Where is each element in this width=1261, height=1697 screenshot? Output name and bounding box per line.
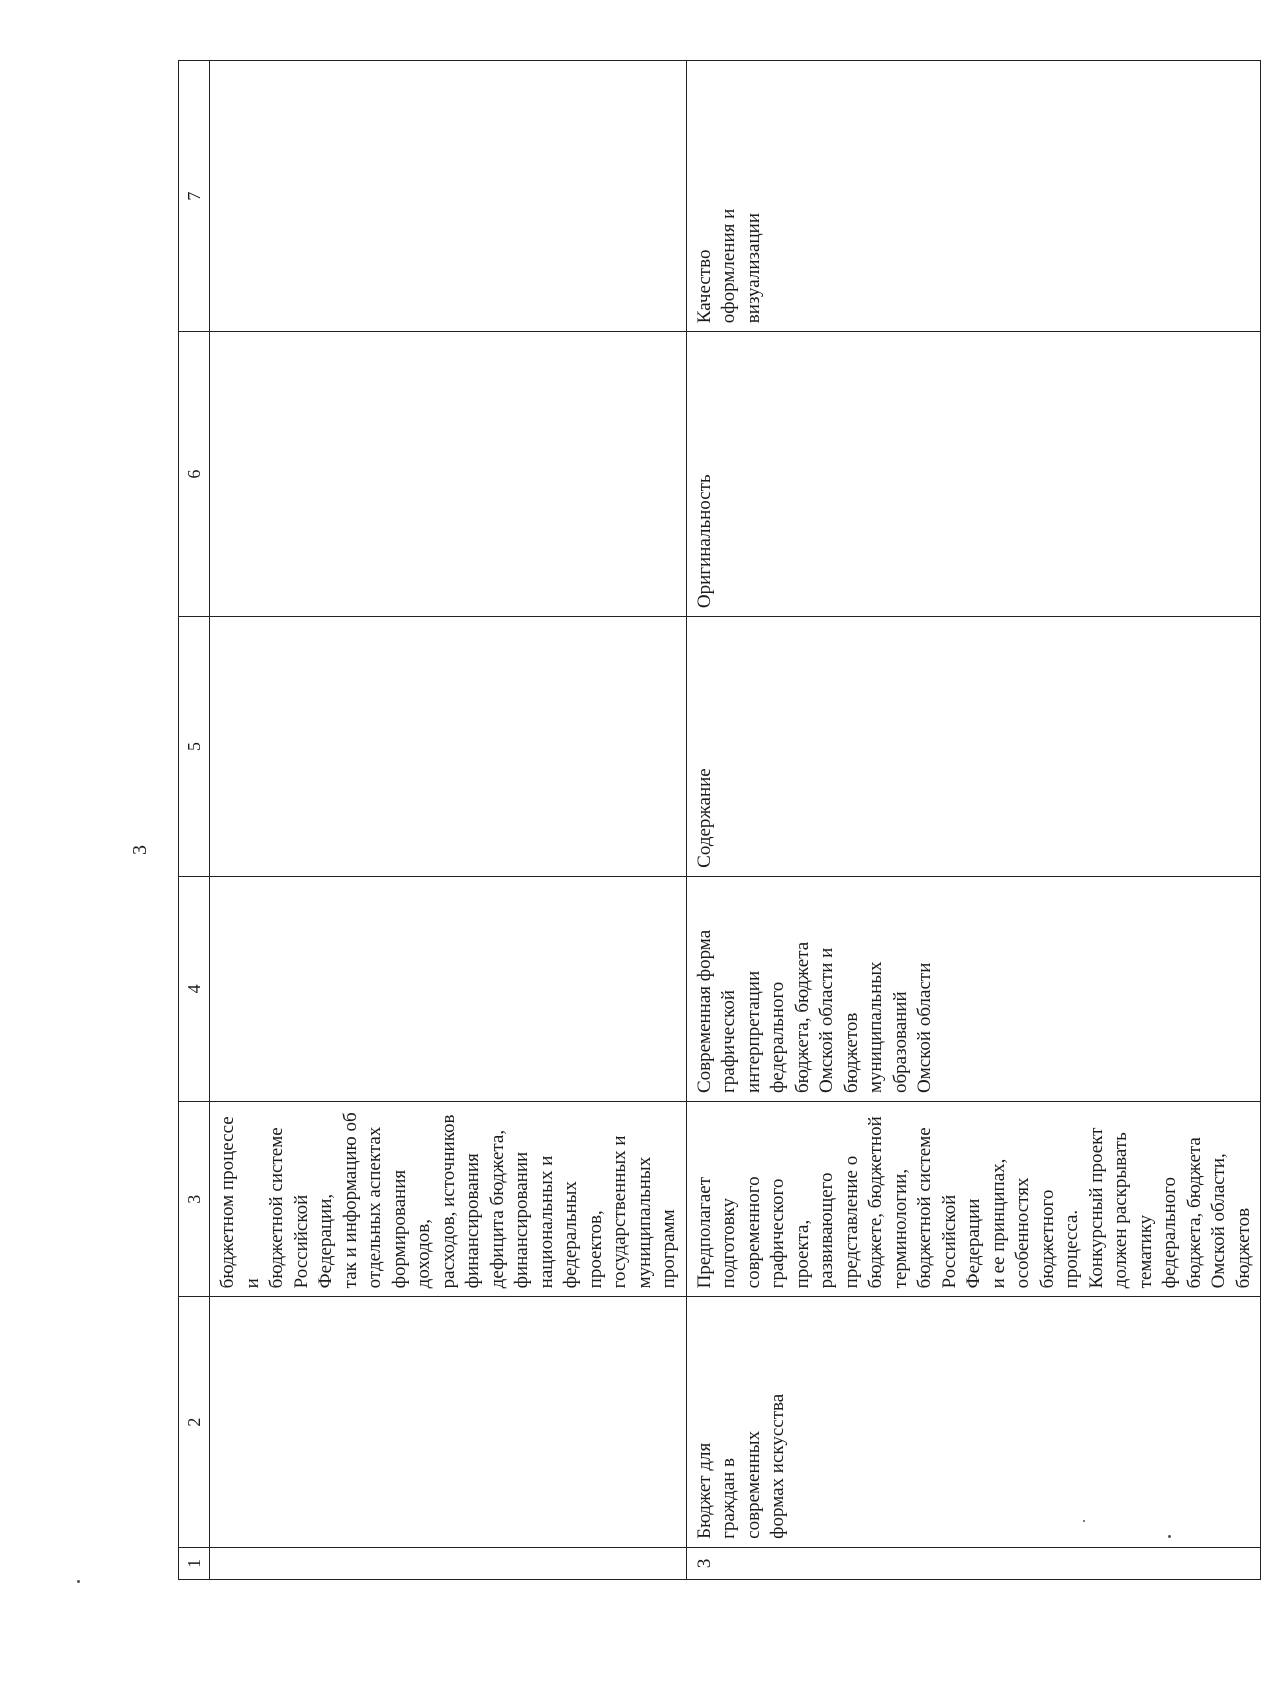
rotated-table-container: [178, 60, 1254, 1580]
criterion-cell: Качество оформления и визуализации: [686, 61, 1261, 332]
column-number: 1: [179, 1547, 210, 1579]
scan-speck: [77, 1580, 80, 1583]
criterion-cell: [210, 61, 687, 332]
row-number-cell: [210, 1547, 687, 1579]
column-number: 7: [179, 61, 210, 332]
criteria-table: [178, 60, 1261, 1580]
criterion-cell: [210, 332, 687, 617]
description-cell: бюджетном процессе и бюджетной системе Российской Федерации, так и информацию об отдельных аспектах формирования доходов, расходов, источников финансирования дефицита бюджета, финансировании национальных и федеральных проектов, государственных и муниципальных программ: [210, 1102, 687, 1297]
table-row-continued: [210, 61, 687, 1580]
nomination-cell: [210, 1297, 687, 1547]
column-number: 5: [179, 617, 210, 877]
page-number: 3: [129, 845, 151, 855]
table-header-row: [179, 61, 210, 1580]
table-row-3: [686, 61, 1261, 1580]
criterion-cell: Содержание: [686, 617, 1261, 877]
criterion-cell: [210, 617, 687, 877]
description-cell: Предполагает подготовку современного графического проекта, развивающего представление о бюджете, бюджетной терминологии, бюджетной системе Российской Федерации и ее принципах, особенностях бюджетного процесса. Конкурсный проект должен раскрывать тематику федерального бюджета, бюджета Омской области, бюджетов: [686, 1102, 1261, 1297]
criterion-cell: Современная форма графической интерпретации федерального бюджета, бюджета Омской области и бюджетов муниципальных образований Омской области: [686, 876, 1261, 1101]
column-number: 3: [179, 1102, 210, 1297]
criterion-cell: [210, 876, 687, 1101]
column-number: 2: [179, 1297, 210, 1547]
column-number: 6: [179, 332, 210, 617]
column-number: 4: [179, 876, 210, 1101]
criterion-cell: Оригинальность: [686, 332, 1261, 617]
row-number-cell: 3: [686, 1547, 1261, 1579]
nomination-cell: Бюджет для граждан в современных формах искусства: [686, 1297, 1261, 1547]
